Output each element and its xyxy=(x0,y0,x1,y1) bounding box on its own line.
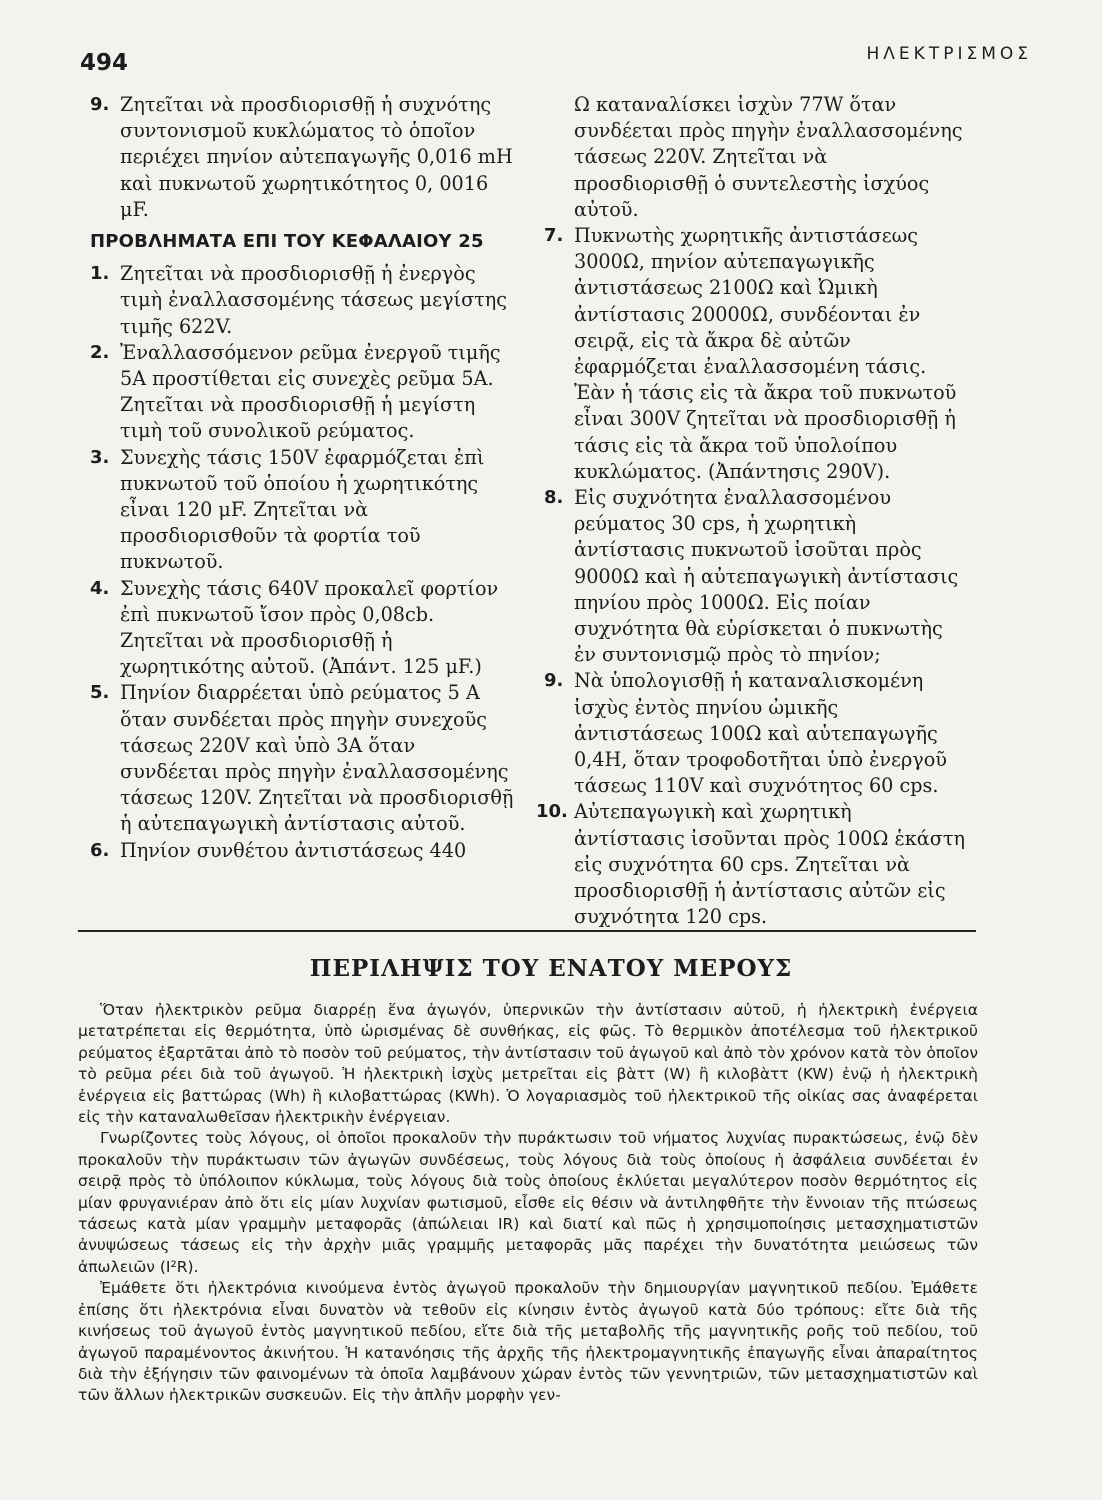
problem-text: Πηνίον διαρρέεται ὑπὸ ρεύματος 5 Α ὅταν συνδέεται πρὸς πηγὴν συνεχοῦς τάσεως 220V καὶ ὑπὸ 3Α ὅταν συνδέεται πρὸς πηγὴν ἐναλλασσομένης τάσεως 120V. Ζητεῖται νὰ προσδιορισθῇ ἡ αὐτεπαγωγικὴ ἀντίστασις αὐτοῦ. xyxy=(120,681,514,836)
problem-text: Πυκνωτὴς χωρητικῆς ἀντιστάσεως 3000Ω, πηνίον αὐτεπαγωγικῆς ἀντιστάσεως 2100Ω καὶ Ὠμικὴ ἀντίστασις 20000Ω, συνδέονται ἐν σειρᾷ, εἰς τὰ ἄκρα δὲ αὐτῶν ἐφαρμόζεται ἐναλλασσομένη τάσις. Ἐὰν ἡ τάσις εἰς τὰ ἄκρα τοῦ πυκνωτοῦ εἶναι 300V ζητεῖται νὰ προσδιορισθῇ ἡ τάσις εἰς τὰ ἄκρα τοῦ ὑπολοίπου κυκλώματος. (Ἀπάντησις 290V). xyxy=(574,224,957,483)
problem-number: 5. xyxy=(90,682,110,704)
section-heading: ΠΡΟΒΛΗΜΑΤΑ ΕΠΙ ΤΟΥ ΚΕΦΑΛΑΙΟΥ 25 xyxy=(90,231,484,253)
problem-continuation: Ω καταναλίσκει ἰσχὺν 77W ὅταν συνδέεται πρὸς πηγὴν ἐναλλασσομένης τάσεως 220V. Ζητεῖται νὰ προσδιορισθῇ ὁ συντελεστὴς ἰσχύος αὐτοῦ. xyxy=(574,93,963,221)
problem-item xyxy=(90,838,520,864)
problem-text: Συνεχὴς τάσις 150V ἐφαρμόζεται ἐπὶ πυκνωτοῦ τοῦ ὁποίου ἡ χωρητικότης εἶναι 120 μF. Ζητεῖται νὰ προσδιορισθοῦν τὰ φορτία τοῦ πυκνωτοῦ. xyxy=(120,445,485,574)
right-column xyxy=(536,92,966,931)
problem-text: Συνεχὴς τάσις 640V προκαλεῖ φορτίον ἐπὶ πυκνωτοῦ ἴσον πρὸς 0,08cb. Ζητεῖται νὰ προσδιορισθῇ ἡ χωρητικότης αὐτοῦ. (Ἀπάντ. 125 μF.) xyxy=(120,576,499,679)
summary-paragraph: Ὅταν ἠλεκτρικὸν ρεῦμα διαρρέῃ ἕνα ἀγωγόν, ὑπερνικῶν τὴν ἀντίστασιν αὐτοῦ, ἡ ἠλεκτρικὴ ἐνέργεια μετατρέπεται εἰς θερμότητα, ὑπὸ ὡρισμένας δὲ συνθήκας, εἰς φῶς. Τὸ θερμικὸν ἀποτέλεσμα τοῦ ἠλεκτρικοῦ ρεύματος ἐξαρτᾶται ἀπὸ τὸ ποσὸν τοῦ ρεύματος, τὴν ἀντίστασιν τοῦ ἀγωγοῦ καὶ ἀπὸ τὸν χρόνον κατὰ τὸν ὁποῖον τὸ ρεῦμα ρέει διὰ τοῦ ἀγωγοῦ. Ἡ ἠλεκτρικὴ ἰσχὺς μετρεῖται εἰς βὰττ (W) ἢ κιλοβὰττ (KW) ἐνῷ ἡ ἠλεκτρικὴ ἐνέργεια εἰς βαττώρας (Wh) ἢ κιλοβαττώρας (KWh). Ὁ λογαριασμὸς τοῦ ἠλεκτρικοῦ τῆς οἰκίας σας ἀναφέρεται εἰς τὴν καταναλωθεῖσαν ἠλεκτρικὴν ἐνέργειαν. xyxy=(78,1001,978,1127)
summary-paragraph: Ἐμάθετε ὅτι ἠλεκτρόνια κινούμενα ἐντὸς ἀγωγοῦ προκαλοῦν τὴν δημιουργίαν μαγνητικοῦ πεδίου. Ἐμάθετε ἐπίσης ὅτι ἠλεκτρόνια εἶναι δυνατὸν νὰ τεθοῦν εἰς κίνησιν ἐντὸς ἀγωγοῦ κατὰ δύο τρόπους: εἴτε διὰ τῆς κινήσεως τοῦ ἀγωγοῦ ἐντὸς μαγνητικοῦ πεδίου, εἴτε διὰ τῆς μεταβολῆς τῆς μαγνητικῆς ροῆς τοῦ πεδίου, τοῦ ἀγωγοῦ παραμένοντος ἀκινήτου. Ἡ κατανόησις τῆς ἀρχῆς τῆς ἠλεκτρομαγνητικῆς ἐπαγωγῆς εἶναι ἀπαραίτητος διὰ τὴν ἐξήγησιν τῶν φαινομένων τὰ ὁποῖα λαμβάνουν χώραν ἐντὸς τῶν γεννητριῶν, τῶν μετασχηματιστῶν καὶ τῶν ἄλλων ἠλεκτρικῶν συσκευῶν. Εἰς τὴν ἁπλῆν μορφὴν γεν- xyxy=(78,1279,978,1405)
summary-paragraph: Γνωρίζοντες τοὺς λόγους, οἱ ὁποῖοι προκαλοῦν τὴν πυράκτωσιν τοῦ νήματος λυχνίας πυρακτώσεως, ἐνῷ δὲν προκαλοῦν τὴν πυράκτωσιν τῶν ἀγωγῶν συνδέσεως, τοὺς λόγους διὰ τοὺς ὁποίους ἡ ἀσφάλεια συνδέεται ἐν σειρᾷ πρὸς τὸ ὑπόλοιπον κύκλωμα, τοὺς λόγους διὰ τοὺς ὁποίους ἐκλύεται μεγαλύτερον ποσὸν θερμότητος εἰς μίαν φρυγανιέραν ἀπὸ ὅτι εἰς μίαν λυχνίαν φωτισμοῦ, εἶσθε εἰς θέσιν νὰ ἀντιληφθῆτε τὴν ἔννοιαν τῆς πτώσεως τάσεως κατὰ μίαν γραμμὴν μεταφορᾶς (ἀπώλειαι IR) καὶ διατί καὶ πῶς ἡ χρησιμοποίησις μετασχηματιστῶν ἀνυψώσεως τάσεως εἰς τὴν ἀρχὴν μιᾶς γραμμῆς μεταφορᾶς μᾶς παρέχει τὴν δυνατότητα μειώσεως τῶν ἀπωλειῶν (I²R). xyxy=(78,1129,978,1276)
problem-item xyxy=(90,576,520,681)
problem-item xyxy=(90,680,520,837)
problem-text: Πηνίον συνθέτου ἀντιστάσεως 440 xyxy=(120,838,467,862)
summary-title: ΠΕΡΙΛΗΨΙΣ ΤΟΥ ΕΝΑΤΟΥ ΜΕΡΟΥΣ xyxy=(309,955,793,982)
problem-number: 10. xyxy=(536,801,568,823)
problem-item xyxy=(544,223,966,485)
problem-item xyxy=(90,340,520,445)
problem-item xyxy=(90,261,520,340)
problem-number: 9. xyxy=(544,670,564,692)
problem-number: 6. xyxy=(90,839,110,861)
problem-text: Ζητεῖται νὰ προσδιορισθῇ ἡ ἐνεργὸς τιμὴ ἐναλλασσομένης τάσεως μεγίστης τιμῆς 622V. xyxy=(120,262,508,338)
problem-text: Ζητεῖται νὰ προσδιορισθῇ ἡ συχνότης συντονισμοῦ κυκλώματος τὸ ὁποῖον περιέχει πηνίον αὐτεπαγωγῆς 0,016 mH καὶ πυκνωτοῦ χωρητικότητος 0, 0016 μF. xyxy=(120,93,513,221)
problem-text: Ἐναλλασσόμενον ρεῦμα ἐνεργοῦ τιμῆς 5Α προστίθεται εἰς συνεχὲς ρεῦμα 5Α. Ζητεῖται νὰ προσδιορισθῇ ἡ μεγίστη τιμὴ τοῦ συνολικοῦ ρεύματος. xyxy=(120,340,501,443)
problem-number: 1. xyxy=(90,263,110,285)
problem-number: 3. xyxy=(90,446,110,468)
problem-number: 9. xyxy=(90,94,110,115)
problem-text: Αὐτεπαγωγικὴ καὶ χωρητικὴ ἀντίστασις ἰσοῦνται πρὸς 100Ω ἑκάστη εἰς συχνότητα 60 cps. Ζητεῖται νὰ προσδιορισθῇ ἡ ἀντίστασις αὐτῶν εἰς συχνότητα 120 cps. xyxy=(574,800,965,929)
problem-item xyxy=(544,668,966,799)
problem-item xyxy=(544,485,966,668)
problem-item xyxy=(536,799,966,930)
problem-text: Νὰ ὑπολογισθῇ ἡ καταναλισκομένη ἰσχὺς ἐντὸς πηνίου ὠμικῆς ἀντιστάσεως 100Ω καὶ αὐτεπαγωγῆς 0,4Η, ὅταν τροφοδοτῆται ὑπὸ ἐνεργοῦ τάσεως 110V καὶ συχνότητος 60 cps. xyxy=(574,669,947,798)
problem-number: 8. xyxy=(544,487,564,509)
horizontal-divider xyxy=(78,930,976,932)
problem-number: 7. xyxy=(544,225,564,247)
problem-item-9 xyxy=(90,92,520,223)
summary-body xyxy=(78,1000,978,1407)
problem-item xyxy=(90,445,520,576)
left-column xyxy=(90,92,520,864)
problem-text: Εἰς συχνότητα ἐναλλασσομένου ρεύματος 30 cps, ἡ χωρητικὴ ἀντίστασις πυκνωτοῦ ἰσοῦται πρὸς 9000Ω καὶ ἡ αὐτεπαγωγικὴ ἀντίστασις πηνίου πρὸς 1000Ω. Εἰς ποίαν συχνότητα θὰ εὑρίσκεται ὁ πυκνωτὴς ἐν συντονισμῷ πρὸς τὸ πηνίον; xyxy=(574,486,959,667)
problem-number: 2. xyxy=(90,341,110,363)
problem-number: 4. xyxy=(90,577,110,599)
running-header: ΗΛΕΚΤΡΙΣΜΟΣ xyxy=(866,44,1032,64)
page-number: 494 xyxy=(80,50,129,76)
